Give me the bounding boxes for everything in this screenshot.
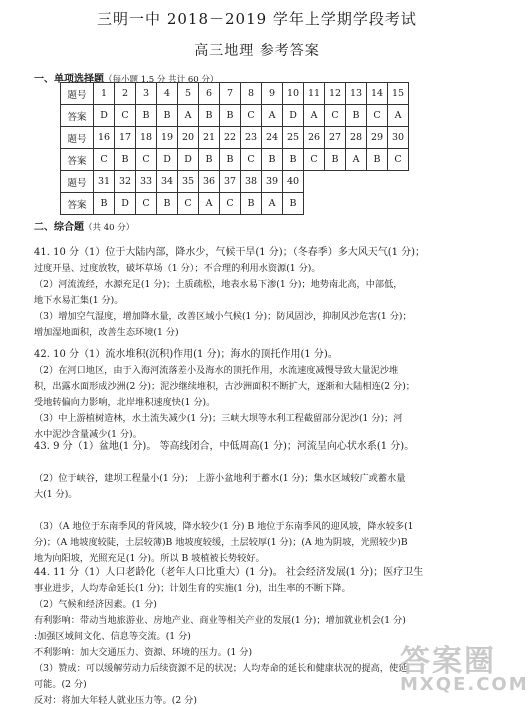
empty-cell [346, 171, 367, 193]
answer-line: 反对：将加大年轻人就业压力等。(2 分) [34, 695, 197, 706]
answer-line: 有利影响：带动当地旅游业、房地产业、商业等相关产业的发展(1 分)；增加就业机会(1 分) [34, 615, 406, 626]
answer-line: 地为向阳坡，光照充足(1 分)。所以 B 坡植被长势较好。 [34, 553, 265, 564]
answer-cell: B [367, 149, 388, 171]
question-number-cell: 39 [262, 171, 283, 193]
question-number-cell: 2 [115, 83, 136, 105]
watermark-url: MXQE.COM [400, 674, 529, 695]
section-title: 二、综合题 [34, 222, 84, 233]
answer-cell: B [199, 105, 220, 127]
answer-cell: B [136, 105, 157, 127]
answer-cell: D [115, 193, 136, 215]
answer-cell: B [199, 149, 220, 171]
answer-cell: A [346, 149, 367, 171]
answer-cell: C [178, 193, 199, 215]
answer-cell: A [304, 105, 325, 127]
row-label: 题号 [61, 83, 94, 105]
answer-row [61, 193, 409, 215]
question-number-row [61, 171, 409, 193]
answer-line: （3）增加空气湿度，增加降水量，改善区域小气候(1 分)；防风固沙，抑制风沙危害(1 分)； [34, 311, 412, 322]
empty-cell [325, 171, 346, 193]
question-number-cell: 22 [220, 127, 241, 149]
answer-cell: A [199, 193, 220, 215]
question-number-cell: 1 [94, 83, 115, 105]
row-label: 题号 [61, 171, 94, 193]
question-number-cell: 7 [220, 83, 241, 105]
question-number-cell: 9 [262, 83, 283, 105]
question-number-cell: 25 [283, 127, 304, 149]
question-number-cell: 15 [388, 83, 409, 105]
question-number-cell: 11 [304, 83, 325, 105]
answer-cell: C [136, 193, 157, 215]
question-number-cell: 6 [199, 83, 220, 105]
answer-cell: C [241, 149, 262, 171]
answer-cell: B [283, 149, 304, 171]
answer-line: 可能。(2 分) [34, 679, 87, 690]
section-note: （共 40 分） [84, 223, 135, 233]
question-number-cell: 4 [157, 83, 178, 105]
answer-line: 地下水易汇集(1 分)。 [34, 295, 124, 306]
answer-cell: B [157, 193, 178, 215]
answer-line: 分)；（A 地坡度较陡，土层较薄)B 地坡度较缓，土层较厚(1 分)；(A 地为阴坡，光照较少)B [34, 537, 408, 548]
answer-line: :加强区域间文化、信息等交流。(1 分) [34, 631, 191, 642]
answer-line: 41. 10 分（1）位于大陆内部，降水少，气候干旱(1 分)；（冬春季）多大风天气(1 分)； [34, 247, 426, 258]
empty-cell [325, 193, 346, 215]
question-number-cell: 29 [367, 127, 388, 149]
answer-cell: D [283, 105, 304, 127]
question-number-cell: 24 [262, 127, 283, 149]
answer-line: （3）（A 地位于东南季风的背风坡，降水较少(1 分) B 地位于东南季风的迎风坡，降水较多(1 [34, 521, 414, 532]
question-number-cell: 30 [388, 127, 409, 149]
question-number-cell: 19 [157, 127, 178, 149]
answer-cell: C [388, 149, 409, 171]
answer-table [60, 82, 409, 215]
question-number-cell: 21 [199, 127, 220, 149]
answer-cell: C [325, 105, 346, 127]
answer-cell: D [157, 149, 178, 171]
answer-cell: B [283, 193, 304, 215]
answer-line: （3）赞成：可以缓解劳动力后续资源不足的状况；人均寿命的延长和健康状况的提高，使延 [34, 663, 408, 674]
empty-cell [367, 193, 388, 215]
answer-cell: A [178, 105, 199, 127]
row-label: 答案 [61, 149, 94, 171]
answer-line: 事业进步，人均寿命延长(1 分)；计划生育的实施(1 分)，出生率的不断下降。 [34, 583, 351, 594]
question-43 [34, 439, 494, 567]
answer-line: 大(1 分)。 [34, 489, 78, 500]
section-note: （每小题 1.5 分 共计 60 分） [104, 75, 219, 85]
question-number-cell: 3 [136, 83, 157, 105]
question-number-cell: 26 [304, 127, 325, 149]
answer-line [34, 455, 494, 471]
answer-cell: B [262, 149, 283, 171]
answer-cell: A [262, 105, 283, 127]
answer-line: 过度开垦、过度放牧，破坏草场（1 分）；不合理的利用水资源(1 分)。 [34, 263, 321, 274]
row-label: 答案 [61, 193, 94, 215]
empty-cell [388, 193, 409, 215]
answer-cell: A [388, 105, 409, 127]
answer-line: 不利影响：加大交通压力、资源、环境的压力。(1 分) [34, 647, 253, 658]
answer-cell: B [346, 105, 367, 127]
answer-line: 44. 11 分（1）人口老龄化（老年人口比重大）(1 分)。 社会经济发展(1 分)；医疗卫生 [34, 567, 424, 578]
question-number-cell: 12 [325, 83, 346, 105]
section-title: 一、单项选择题 [34, 74, 104, 85]
answer-row [61, 105, 409, 127]
answer-line: （2）气候和经济因素。(1 分) [34, 599, 157, 610]
answer-cell: B [220, 105, 241, 127]
empty-cell [388, 171, 409, 193]
answer-cell: C [220, 193, 241, 215]
question-number-cell: 40 [283, 171, 304, 193]
answer-cell: D [94, 105, 115, 127]
question-number-cell: 5 [178, 83, 199, 105]
question-number-row [61, 127, 409, 149]
answer-cell: B [157, 105, 178, 127]
question-number-cell: 20 [178, 127, 199, 149]
answer-cell: B [94, 193, 115, 215]
question-number-cell: 33 [136, 171, 157, 193]
question-number-cell: 35 [178, 171, 199, 193]
answer-line: 受地转偏向力影响，北岸堆积速度快(1 分)。 [34, 397, 216, 408]
question-number-row [61, 83, 409, 105]
empty-cell [346, 193, 367, 215]
question-number-cell: 36 [199, 171, 220, 193]
answer-cell: D [178, 149, 199, 171]
watermark-logo [394, 636, 529, 696]
answer-line: （3）中上游植树造林，水土流失减少(1 分)；三峡大坝等水利工程截留部分泥沙(1 分)；河 [34, 413, 403, 424]
answer-line: 43. 9 分（1）盆地(1 分)。 等高线闭合，中低周高(1 分)；河流呈向心状水系(1 分)。 [34, 441, 415, 452]
answer-cell: A [262, 193, 283, 215]
question-number-cell: 31 [94, 171, 115, 193]
row-label: 题号 [61, 127, 94, 149]
answer-cell: C [94, 149, 115, 171]
question-number-cell: 13 [346, 83, 367, 105]
answer-cell: C [241, 105, 262, 127]
answer-line: 积，出露水面形成沙洲(2 分)；泥沙继续堆积，古沙洲面积不断扩大，逐渐和大陆相连(2 分)； [34, 381, 415, 392]
answer-cell: C [304, 149, 325, 171]
empty-cell [304, 193, 325, 215]
question-number-cell: 10 [283, 83, 304, 105]
question-number-cell: 32 [115, 171, 136, 193]
question-41 [34, 245, 494, 341]
question-number-cell: 23 [241, 127, 262, 149]
answer-line: 水中泥沙含量减少(1 分)。 [34, 429, 142, 440]
empty-cell [304, 171, 325, 193]
section-heading-comprehensive [34, 218, 134, 233]
answer-line: （2）位于峡谷，建坝工程量小(1 分)； 上游小盆地利于蓄水(1 分)；集水区域较广或蓄水量 [34, 473, 406, 484]
answer-cell: C [115, 105, 136, 127]
question-number-cell: 16 [94, 127, 115, 149]
answer-cell: B [325, 149, 346, 171]
question-42 [34, 347, 494, 443]
watermark-text: 答案圈 [400, 644, 496, 679]
row-label: 答案 [61, 105, 94, 127]
answer-cell: C [136, 149, 157, 171]
answer-cell: B [241, 193, 262, 215]
answer-cell: B [220, 149, 241, 171]
empty-cell [367, 171, 388, 193]
answer-line: 42. 10 分（1）流水堆积(沉积)作用(1 分)；海水的顶托作用(1 分)。 [34, 349, 338, 360]
answer-cell: B [115, 149, 136, 171]
question-number-cell: 34 [157, 171, 178, 193]
answer-cell: C [367, 105, 388, 127]
answer-line: （2）河流流经，水源充足(1 分)；土质疏松，地表水易下渗(1 分)；地势南北高，中部低， [34, 279, 403, 290]
question-number-cell: 14 [367, 83, 388, 105]
answer-row [61, 149, 409, 171]
exam-subtitle: 高三地理 参考答案 [194, 43, 320, 59]
question-number-cell: 37 [220, 171, 241, 193]
question-number-cell: 38 [241, 171, 262, 193]
question-number-cell: 17 [115, 127, 136, 149]
exam-title: 三明一中 2018－2019 学年上学期学段考试 [97, 10, 417, 28]
answer-line: （2）在河口地区，由于入海河流落差小及海水的顶托作用，水流速度减慢导致大量泥沙堆 [34, 365, 399, 376]
answer-line: 增加湿地面积，改善生态环境(1 分) [34, 327, 179, 338]
answer-line [34, 503, 494, 519]
question-number-cell: 18 [136, 127, 157, 149]
question-number-cell: 8 [241, 83, 262, 105]
question-number-cell: 27 [325, 127, 346, 149]
question-number-cell: 28 [346, 127, 367, 149]
